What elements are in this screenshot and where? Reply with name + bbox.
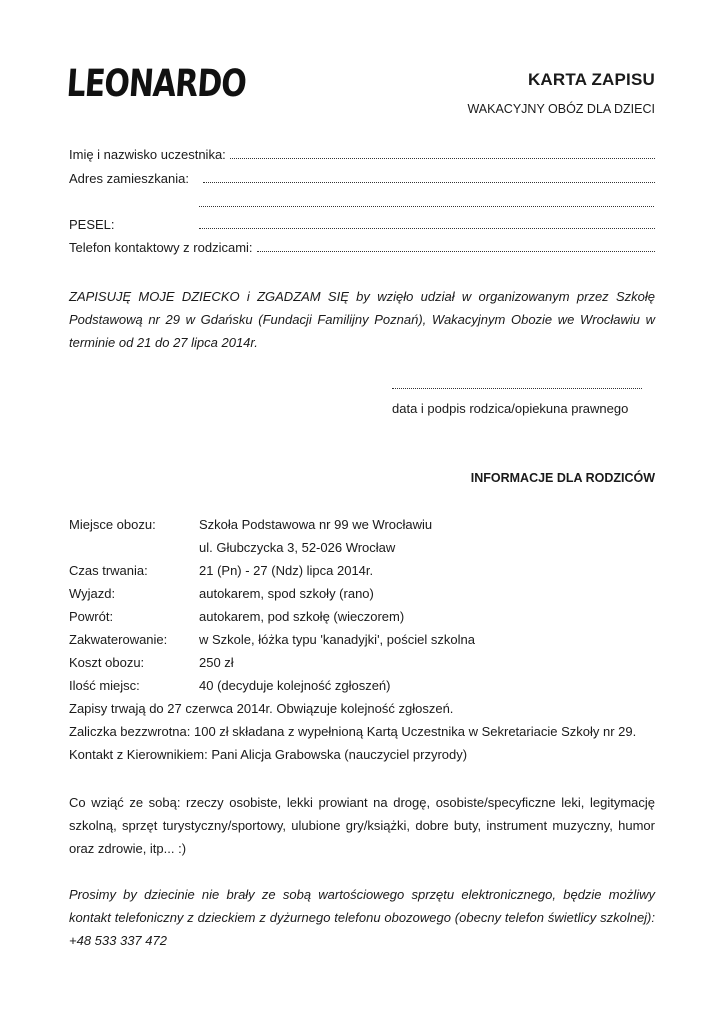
info-label: Wyjazd: <box>69 586 116 601</box>
info-value: autokarem, spod szkoły (rano) <box>199 586 374 601</box>
address-field-row <box>69 171 655 189</box>
contact-text: Kontakt z Kierownikiem: Pani Alicja Grabowska (nauczyciel przyrody) <box>69 747 468 762</box>
info-value: 250 zł <box>199 655 234 670</box>
info-label: Czas trwania: <box>69 563 148 578</box>
info-heading: INFORMACJE DLA RODZICÓW <box>470 471 655 485</box>
address-field-line-2[interactable] <box>199 195 654 207</box>
name-field-label: Imię i nazwisko uczestnika: <box>69 147 226 162</box>
name-field-row <box>69 147 655 165</box>
info-value: w Szkole, łóżka typu 'kanadyjki', pościel szkolna <box>199 632 475 647</box>
page-subtitle: WAKACYJNY OBÓZ DLA DZIECI <box>467 102 655 116</box>
info-value: autokarem, pod szkołę (wieczorem) <box>199 609 405 624</box>
name-field-line[interactable] <box>230 147 655 159</box>
notice-text: Prosimy by dziecinie nie brały ze sobą wartościowego sprzętu elektronicznego, będzie możliwy kontakt telefoniczny z dzieckiem z dyżurnego telefonu obozowego (obecny telefon świetlicy szkolnej): +48 533 337 472 <box>69 887 655 948</box>
address-field-label: Adres zamieszkania: <box>69 171 189 186</box>
info-label: Zakwaterowanie: <box>69 632 168 647</box>
consent-text: ZAPISUJĘ MOJE DZIECKO i ZGADZAM SIĘ by wzięło udział w organizowanym przez Szkołę Podstawową nr 29 w Gdańsku (Fundacji Familijny Poznań), Wakacyjnym Obozie we Wrocławiu w terminie od 21 do 27 lipca 2014r. <box>69 289 655 350</box>
leonardo-logo <box>65 62 248 114</box>
packing-text: Co wziąć ze sobą: rzeczy osobiste, lekki prowiant na drogę, osobiste/specyficzne leki, legitymację szkolną, sprzęt turystyczny/sportowy, ulubione gry/książki, dobre buty, instrument muzyczny, humor oraz zdrowie, itp... :) <box>69 795 655 856</box>
page-title: KARTA ZAPISU <box>527 70 655 89</box>
pesel-field-line[interactable] <box>199 217 655 229</box>
signature-label: data i podpis rodzica/opiekuna prawnego <box>392 401 629 416</box>
address-field-line[interactable] <box>203 171 655 183</box>
signature-line[interactable] <box>392 378 642 389</box>
pesel-field-row <box>69 217 655 235</box>
info-label: Powrót: <box>69 609 114 624</box>
phone-field-row <box>69 240 655 258</box>
deadline-text: Zapisy trwają do 27 czerwca 2014r. Obwiązuje kolejność zgłoszeń. <box>69 701 454 716</box>
phone-field-line[interactable] <box>257 240 655 252</box>
info-label: Ilość miejsc: <box>69 678 140 693</box>
deposit-text: Zaliczka bezzwrotna: 100 zł składana z wypełnioną Kartą Uczestnika w Sekretariacie Szkoły nr 29. <box>69 724 637 739</box>
info-label: Miejsce obozu: <box>69 517 156 532</box>
pesel-field-label: PESEL: <box>69 217 115 232</box>
info-value: Szkoła Podstawowa nr 99 we Wrocławiu <box>199 517 433 532</box>
info-label: Koszt obozu: <box>69 655 145 670</box>
info-value: 40 (decyduje kolejność zgłoszeń) <box>199 678 391 693</box>
logo-text: LEONARDO <box>65 62 248 106</box>
phone-field-label: Telefon kontaktowy z rodzicami: <box>69 240 253 255</box>
info-value: 21 (Pn) - 27 (Ndz) lipca 2014r. <box>199 563 374 578</box>
info-value: ul. Głubczycka 3, 52-026 Wrocław <box>199 540 396 555</box>
